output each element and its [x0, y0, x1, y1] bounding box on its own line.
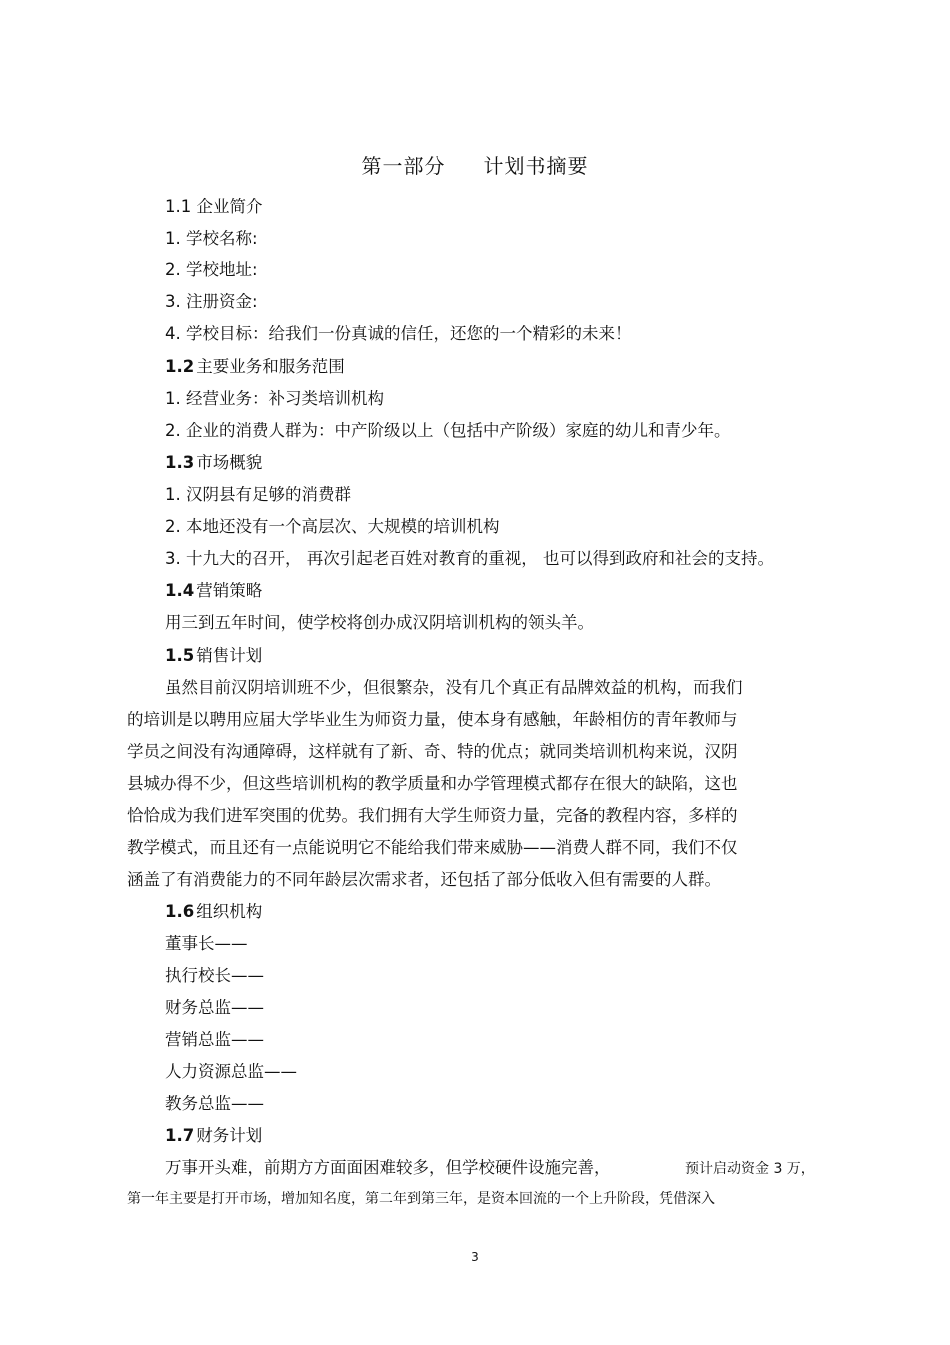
paragraph-line: 县城办得不少，但这些培训机构的教学质量和办学管理模式都存在很大的缺陷，这也: [127, 774, 738, 793]
paragraph-line: 的培训是以聘用应届大学毕业生为师资力量，使本身有感触，年龄相仿的青年教师与: [127, 710, 738, 729]
org-item: 人力资源总监——: [165, 1062, 297, 1081]
org-item: 教务总监——: [165, 1094, 264, 1113]
list-item: 2. 本地还没有一个高层次、大规模的培训机构: [165, 517, 500, 536]
section-heading-1-5: [165, 645, 262, 667]
section-title: 营销策略: [196, 581, 263, 600]
org-item: 营销总监——: [165, 1030, 264, 1049]
section-heading-1-2: [165, 356, 345, 378]
section-number: 1.3: [165, 453, 195, 472]
org-item: 执行校长——: [165, 966, 264, 985]
paragraph-line: 恰恰成为我们进军突围的优势。我们拥有大学生师资力量，完备的教程内容，多样的: [127, 806, 738, 825]
paragraph-line-tail: 预计启动资金 3 万，: [685, 1161, 815, 1177]
section-title: 组织机构: [196, 902, 263, 921]
section-number: 1.6: [165, 902, 195, 921]
list-item: 3. 注册资金:: [165, 292, 258, 311]
section-heading-1-6: [165, 901, 262, 923]
paragraph-line: 涵盖了有消费能力的不同年龄层次需求者，还包括了部分低收入但有需要的人群。: [127, 870, 721, 889]
section-heading-1-7: [165, 1125, 262, 1147]
list-item: 1. 学校名称:: [165, 229, 258, 248]
page-title: [0, 150, 950, 179]
title-name: 计划书摘要: [483, 154, 589, 178]
section-title: 市场概貌: [196, 453, 263, 472]
title-part: 第一部分: [361, 154, 446, 178]
org-item: 董事长——: [165, 934, 248, 953]
section-number: 1.2: [165, 357, 195, 376]
paragraph-line: 学员之间没有沟通障碍，这样就有了新、奇、特的优点；就同类培训机构来说，汉阴: [127, 742, 738, 761]
list-item: 3. 十九大的召开， 再次引起老百姓对教育的重视， 也可以得到政府和社会的支持。: [165, 549, 774, 568]
page-number: 3: [471, 1250, 479, 1264]
paragraph-line: 教学模式，而且还有一点能说明它不能给我们带来威胁——消费人群不同，我们不仅: [127, 838, 738, 857]
section-number: 1.4: [165, 581, 195, 600]
list-item: 1. 汉阴县有足够的消费群: [165, 485, 351, 504]
paragraph-line: 万事开头难，前期方方面面困难较多，但学校硬件设施完善，: [165, 1158, 611, 1177]
section-title: 销售计划: [196, 646, 263, 665]
list-item: 1. 经营业务：补习类培训机构: [165, 389, 384, 408]
section-heading-1-4: [165, 580, 262, 602]
list-item: 2. 企业的消费人群为：中产阶级以上（包括中产阶级）家庭的幼儿和青少年。: [165, 421, 731, 440]
paragraph-line: 第一年主要是打开市场，增加知名度，第二年到第三年，是资本回流的一个上升阶段，凭借深入: [127, 1191, 715, 1207]
section-number: 1.5: [165, 646, 195, 665]
list-item: 4. 学校目标：给我们一份真诚的信任，还您的一个精彩的未来！: [165, 324, 632, 343]
section-title: 财务计划: [196, 1126, 263, 1145]
section-number: 1.7: [165, 1126, 195, 1145]
list-item: 2. 学校地址:: [165, 260, 258, 279]
org-item: 财务总监——: [165, 998, 264, 1017]
section-heading-1-3: [165, 452, 262, 474]
section-heading-1-1: 1.1 企业简介: [165, 197, 263, 216]
paragraph-text: 用三到五年时间，使学校将创办成汉阴培训机构的领头羊。: [165, 613, 594, 632]
section-title: 主要业务和服务范围: [196, 357, 345, 376]
paragraph-line: 虽然目前汉阴培训班不少，但很繁杂，没有几个真正有品牌效益的机构，而我们: [165, 678, 743, 697]
